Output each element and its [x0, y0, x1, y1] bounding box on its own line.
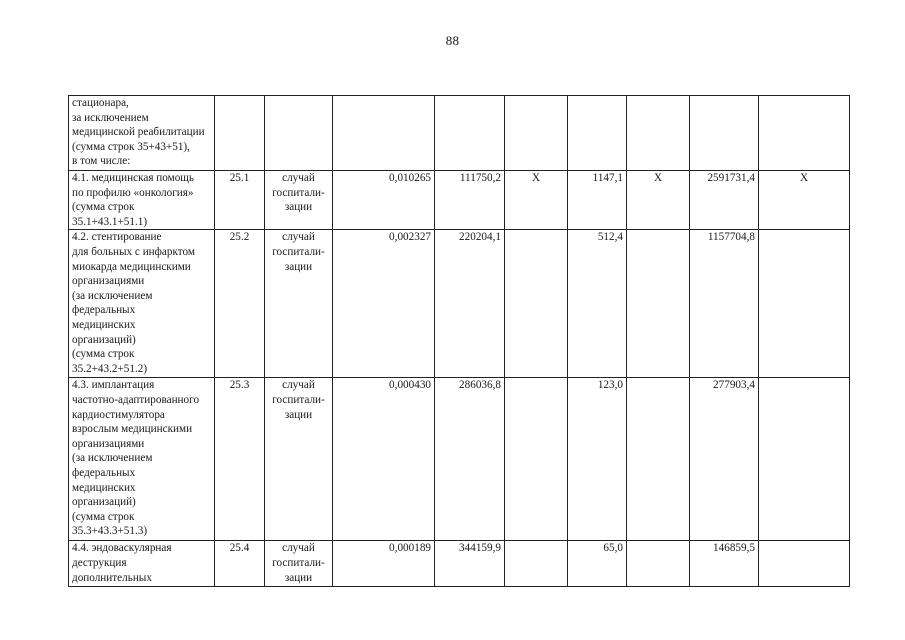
row-name-cell	[69, 378, 215, 541]
col6-cell	[505, 230, 568, 378]
col10-cell	[759, 230, 850, 378]
row-name-text: 4.3. имплантация частотно-адаптированного кардиостимулятора взрослым медицинскими организациями (за исключением федеральных медицинских организаций) (сумма строк 35.3+43.3+51.3)	[72, 379, 200, 538]
cost-cell: 344159,9	[435, 541, 505, 587]
cost-cell: 111750,2	[435, 171, 505, 230]
page-number: 88	[445, 33, 460, 48]
norm-cell: 0,000189	[333, 541, 435, 587]
line-number-cell: 25.1	[215, 171, 265, 230]
col8-cell	[627, 378, 690, 541]
row-name-text: 4.4. эндоваскулярная деструкция дополнительных	[72, 542, 172, 584]
unit-cell	[265, 171, 333, 230]
tariff-table	[68, 95, 850, 587]
col7-cell: 65,0	[568, 541, 627, 587]
row-name-text: стационара, за исключением медицинской реабилитации (сумма строк 35+43+51), в том числе:	[72, 97, 205, 168]
col7-cell: 512,4	[568, 230, 627, 378]
norm-cell: 0,000430	[333, 378, 435, 541]
row-name-cell	[69, 230, 215, 378]
col6-cell: Х	[505, 171, 568, 230]
col10-cell	[759, 541, 850, 587]
col10-cell: Х	[759, 171, 850, 230]
col7-cell	[568, 96, 627, 171]
col7-cell: 1147,1	[568, 171, 627, 230]
col8-cell: Х	[627, 171, 690, 230]
col6-cell	[505, 96, 568, 171]
col9-cell: 146859,5	[690, 541, 759, 587]
unit-cell	[265, 378, 333, 541]
col7-cell: 123,0	[568, 378, 627, 541]
col8-cell	[627, 230, 690, 378]
table-row	[69, 541, 850, 587]
line-number-cell: 25.4	[215, 541, 265, 587]
col10-cell	[759, 378, 850, 541]
unit-cell	[265, 541, 333, 587]
col9-cell: 277903,4	[690, 378, 759, 541]
norm-cell: 0,002327	[333, 230, 435, 378]
table-row	[69, 96, 850, 171]
row-name-cell	[69, 541, 215, 587]
col8-cell	[627, 541, 690, 587]
unit-text: случай госпитали- зации	[272, 231, 325, 273]
unit-text: случай госпитали- зации	[272, 172, 325, 214]
col9-cell: 2591731,4	[690, 171, 759, 230]
row-name-text: 4.2. стентирование для больных с инфарктом миокарда медицинскими организациями (за исключением федеральных медицинских организаций) (сумма строк 35.2+43.2+51.2)	[72, 231, 195, 375]
cost-cell: 286036,8	[435, 378, 505, 541]
col6-cell	[505, 541, 568, 587]
unit-cell	[265, 230, 333, 378]
line-number-cell	[215, 96, 265, 171]
row-name-text: 4.1. медицинская помощь по профилю «онкология» (сумма строк 35.1+43.1+51.1)	[72, 172, 195, 228]
row-name-cell	[69, 96, 215, 171]
row-name-cell	[69, 171, 215, 230]
col6-cell	[505, 378, 568, 541]
cost-cell: 220204,1	[435, 230, 505, 378]
table-row	[69, 378, 850, 541]
cost-cell	[435, 96, 505, 171]
unit-text: случай госпитали- зации	[272, 379, 325, 421]
col9-cell: 1157704,8	[690, 230, 759, 378]
col10-cell	[759, 96, 850, 171]
line-number-cell: 25.2	[215, 230, 265, 378]
unit-cell	[265, 96, 333, 171]
unit-text: случай госпитали- зации	[272, 542, 325, 584]
norm-cell: 0,010265	[333, 171, 435, 230]
table-row	[69, 171, 850, 230]
table-row	[69, 230, 850, 378]
col9-cell	[690, 96, 759, 171]
norm-cell	[333, 96, 435, 171]
line-number-cell: 25.3	[215, 378, 265, 541]
col8-cell	[627, 96, 690, 171]
